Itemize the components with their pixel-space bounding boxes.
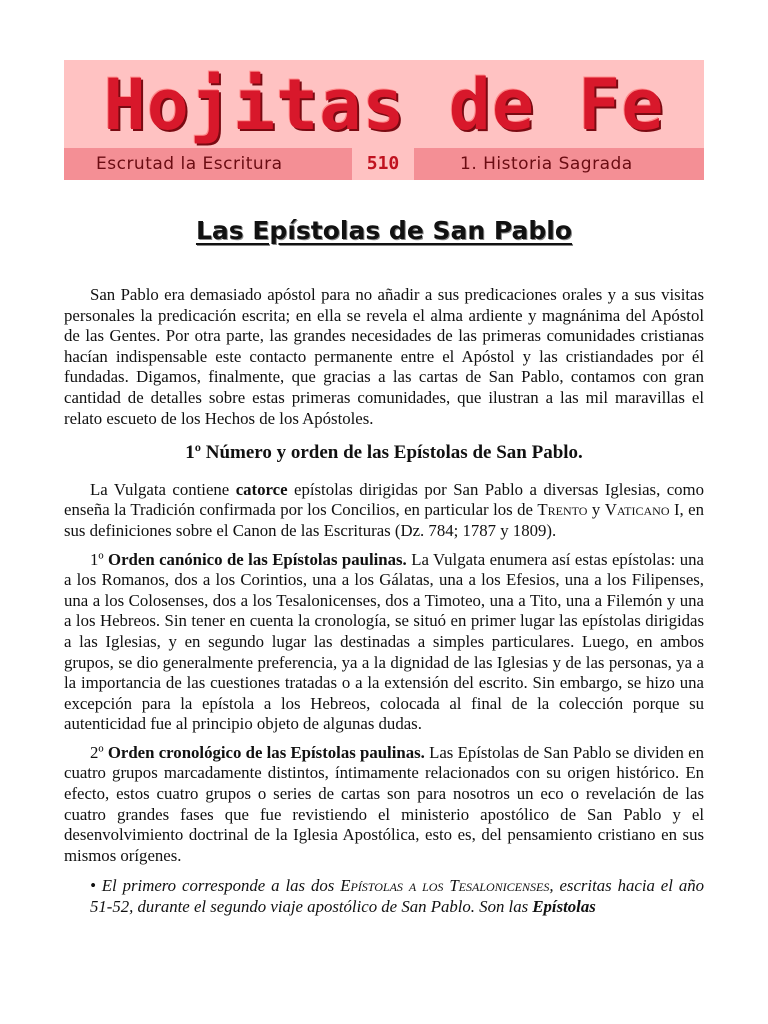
small-caps-run: Vaticano [604, 500, 670, 520]
document-body [64, 285, 704, 926]
canonical-order-paragraph [64, 550, 704, 735]
text-run: 1º [90, 549, 109, 569]
text-run: Las Epístolas de San Pablo se dividen en cuatro grupos marcadamente distintos, íntimamente relacionados con su origen histórico. En efecto, estos cuatro grupos o series de cartas son para nosotros un eco o revelación de las cuatro grandes fases que fue revistiendo el ministerio apostólico de San Pablo y el desenvolvimiento doctrinal de la Iglesia Apostólica, esto es, del pensamiento cristiano en sus mismos orígenes. [64, 742, 704, 865]
chronological-order-paragraph [64, 743, 704, 867]
small-caps-run: Epístolas a los Tesalonicenses [340, 876, 550, 896]
text-run: La Vulgata enumera así estas epístolas: una a los Romanos, dos a los Corintios, una a los Gálatas, una a los Efesios, una a los Filipenses, una a los Colosenses, dos a los Tesalonicenses, dos a Timoteo, una a Tito, una a Filemón y una a los Hebreos. Sin tener en cuenta la cronología, se situó en primer lugar las epístolas dirigidas a las Iglesias, y en segundo lugar las destinadas a simples particulares. Luego, en ambos grupos, se dio generalmente preferencia, ya a la dignidad de las Iglesias y de las personas, ya a la importancia de las cuestiones tratadas o a la extensión del escrito. Sin embargo, se hizo una excepción para la epístola a los Hebreos, colocada al final de la colección porque su autenticidad fue al principio objeto de algunas dudas. [64, 549, 704, 734]
bold-run: Orden canónico de las Epístolas paulinas. [108, 549, 407, 569]
text-run: La Vulgata contiene [90, 479, 236, 499]
intro-paragraph: San Pablo era demasiado apóstol para no añadir a sus predicaciones orales y a sus visitas personales la predicación escrita; en ella se revela el alma ardiente y magnánima del Apóstol de las Gentes. Por otra parte, las grandes necesidades de las primeras comunidades cristianas hacían indispensable este contacto permanente entre el Apóstol y las cristiandades por él fundadas. Digamos, finalmente, que gracias a las cartas de San Pablo, contamos con gran cantidad de detalles sobre estas primeras comunidades, que ilustran a las mil maravillas el relato escueto de los Hechos de los Apóstoles. [64, 285, 704, 428]
text-run: y [587, 500, 605, 520]
issue-number: 510 [352, 148, 414, 180]
section-heading: 1º Número y orden de las Epístolas de San Pablo. [185, 442, 583, 464]
masthead-title: Hojitas de Fe [103, 64, 665, 146]
small-caps-run: Trento [537, 500, 588, 520]
text-run: , escritas hacia el año 51-52, durante el segundo viaje apostólico de San Pablo. Son las [90, 876, 704, 917]
text-run: epístolas dirigidas por San Pablo a diversas Iglesias, como enseña la Tradición confirmada por los Concilios, en particular los de [64, 479, 705, 520]
masthead [64, 60, 704, 148]
text-run: 2º [90, 742, 108, 762]
vulgata-paragraph [64, 480, 704, 542]
bold-run: catorce [235, 479, 288, 499]
bold-run: Orden cronológico de las Epístolas paulinas. [107, 742, 425, 762]
masthead-left-label: Escrutad la Escritura [96, 154, 283, 174]
bullet-paragraph [64, 876, 704, 917]
bold-run: Epístolas [532, 897, 596, 917]
text-run: • El primero corresponde a las dos [90, 876, 341, 896]
text-run: I, en sus definiciones sobre el Canon de las Escrituras (Dz. 784; 1787 y 1809). [64, 500, 705, 540]
masthead-right-label: 1. Historia Sagrada [460, 154, 633, 174]
document-title: Las Epístolas de San Pablo [195, 216, 573, 245]
masthead-bar [64, 148, 704, 180]
